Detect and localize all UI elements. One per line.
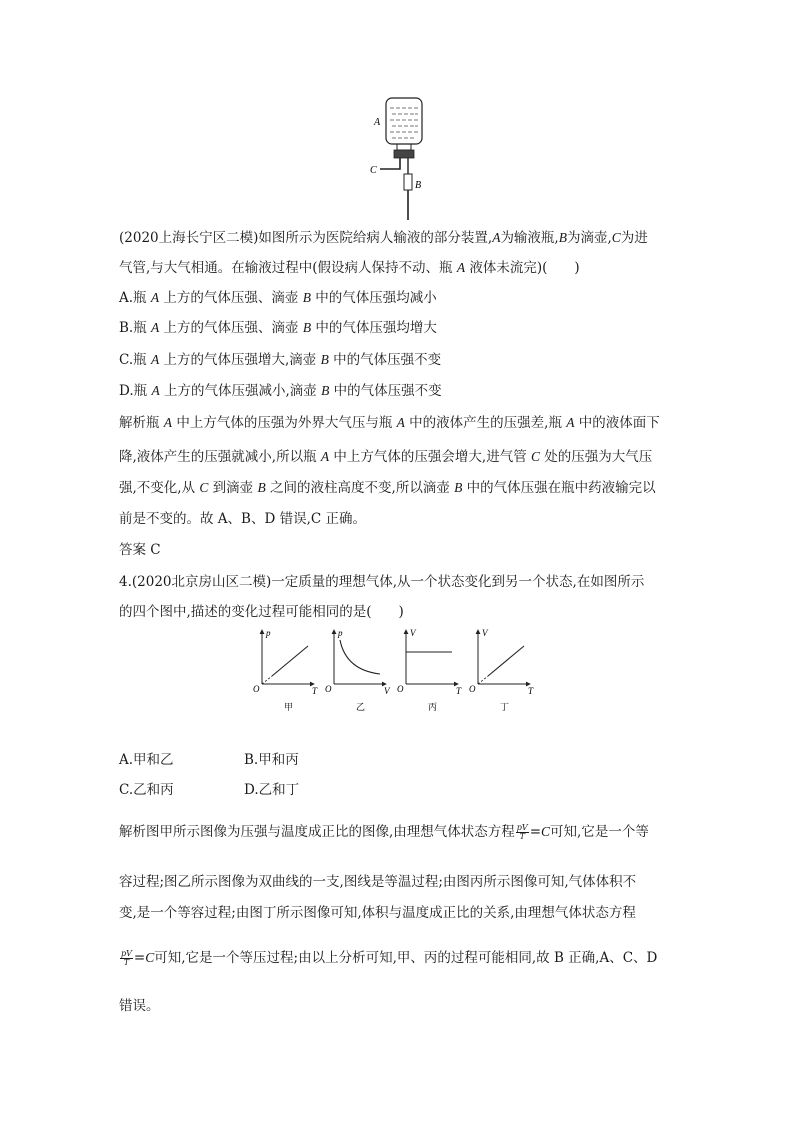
graph-name: 丙 — [428, 702, 438, 712]
q3-stem-line2: 气管,与大气相通。在输液过程中(假设病人保持不动、瓶 A 液体未流完)( ) — [119, 260, 580, 276]
y-axis-label: p — [266, 628, 271, 638]
graph-name: 丁 — [500, 702, 510, 712]
q4-explanation-line4: $\frac{pV}{T}$ =C可知,它是一个等压过程;由以上分析可知,甲、丙的过程可能相同,故 B 正确,A、C、D — [121, 949, 658, 967]
q3-option-c: C.瓶 A 上方的气体压强增大,滴壶 B 中的气体压强不变 — [119, 352, 442, 368]
graph-4 — [469, 628, 534, 712]
q3-option-d: D.瓶 A 上方的气体压强减小,滴壶 B 中的气体压强不变 — [119, 383, 442, 399]
q4-explanation-line5: 错误。 — [119, 998, 160, 1014]
q4-stem-line1: 4.(2020北京房山区二模)一定质量的理想气体,从一个状态变化到另一个状态,在如图所示 — [119, 574, 645, 590]
dashed-extension — [262, 676, 272, 684]
graph-curve — [340, 640, 380, 674]
y-axis-label: V — [482, 628, 488, 638]
formula-fraction: $\frac{pV}{T}$ — [516, 823, 528, 841]
q3-explanation-line3: 强,不变化,从 C 到滴壶 B 之间的液柱高度不变,所以滴壶 B 中的气体压强在瓶中药液输完以 — [119, 480, 656, 496]
graph-line — [272, 646, 308, 676]
q3-option-a: A.瓶 A 上方的气体压强、滴壶 B 中的气体压强均减小 — [119, 290, 437, 306]
iv-bottle — [386, 98, 422, 144]
bottle-cap — [394, 150, 414, 158]
q3-explanation-line1: 解析瓶 A 中上方气体的压强为外界大气压与瓶 A 中的液体产生的压强差,瓶 A 中的液体面下 — [119, 415, 660, 431]
inlet-tube-c — [380, 158, 400, 169]
x-axis-label: T — [456, 686, 462, 696]
x-axis-label: V — [384, 686, 390, 696]
formula-fraction: $\frac{pV}{T}$ — [121, 949, 132, 967]
q4-explanation-line3: 变,是一个等容过程;由图丁所示图像可知,体积与温度成正比的关系,由理想气体状态方程 — [119, 905, 636, 921]
bottle-neck — [397, 144, 411, 150]
origin-label: O — [253, 684, 260, 694]
graph-line — [488, 646, 524, 676]
q3-option-b: B.瓶 A 上方的气体压强、滴壶 B 中的气体压强均增大 — [119, 320, 437, 336]
q4-stem-line2: 的四个图中,描述的变化过程可能相同的是( ) — [119, 604, 404, 620]
y-axis-label: p — [338, 628, 343, 638]
q4-option-b: B.甲和丙 — [244, 752, 299, 768]
q4-graphs-figure — [250, 624, 550, 714]
origin-label: O — [469, 684, 476, 694]
q3-explanation-line2: 降,液体产生的压强就减小,所以瓶 A 中上方气体的压强会增大,进气管 C 处的压强为大气压 — [119, 449, 653, 465]
q3-answer: 答案 C — [119, 542, 161, 558]
q3-stem-line1: (2020上海长宁区二模)如图所示为医院给病人输液的部分装置,A为输液瓶,B为滴壶,C为进 — [119, 230, 648, 246]
graph-name: 甲 — [284, 702, 294, 712]
y-axis-label: V — [410, 628, 416, 638]
graph-3 — [397, 628, 462, 712]
label-a: A — [374, 117, 381, 128]
origin-label: O — [325, 684, 332, 694]
q4-explanation-line2: 容过程;图乙所示图像为双曲线的一支,图线是等温过程;由图丙所示图像可知,气体体积不 — [119, 874, 637, 890]
q4-option-c: C.乙和丙 — [119, 782, 174, 798]
graph-2 — [325, 628, 391, 712]
q4-option-d: D.乙和丁 — [244, 782, 300, 798]
graph-1 — [253, 628, 318, 712]
x-axis-label: T — [312, 686, 318, 696]
q4-option-a: A.甲和乙 — [119, 752, 174, 768]
q4-explanation-line1: 解析图甲所示图像为压强与温度成正比的图像,由理想气体状态方程 $\frac{pV}{T}$ =C可知,它是一个等 — [119, 823, 649, 841]
q3-explanation-line4: 前是不变的。故 A、B、D 错误,C 正确。 — [119, 511, 366, 527]
iv-apparatus-figure — [360, 92, 450, 224]
dashed-extension — [478, 676, 488, 684]
iv-liquid — [390, 108, 418, 138]
drip-chamber-b — [404, 174, 412, 190]
label-b: B — [415, 180, 422, 191]
origin-label: O — [397, 684, 404, 694]
graph-name: 乙 — [356, 702, 366, 712]
label-c: C — [370, 165, 377, 176]
x-axis-label: T — [528, 686, 534, 696]
